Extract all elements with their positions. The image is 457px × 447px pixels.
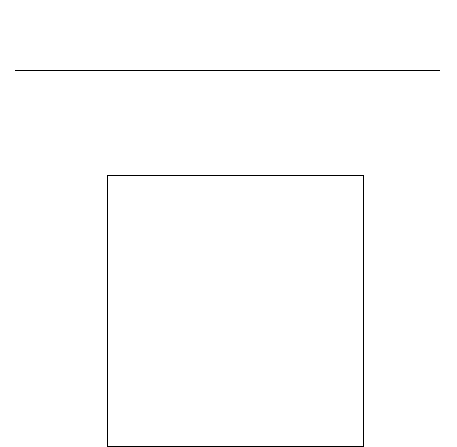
header-age: [136, 70, 197, 71]
header-waist: [379, 70, 440, 71]
header-date: [76, 70, 137, 71]
chart-plot-area: [108, 176, 363, 446]
measurements-table: [15, 70, 440, 71]
table-header-row: [15, 70, 440, 71]
header-height: [258, 70, 319, 71]
header-course: [15, 70, 76, 71]
bmi-chart: [107, 175, 364, 447]
header-bmi: [319, 70, 380, 71]
header-weight: [197, 70, 258, 71]
